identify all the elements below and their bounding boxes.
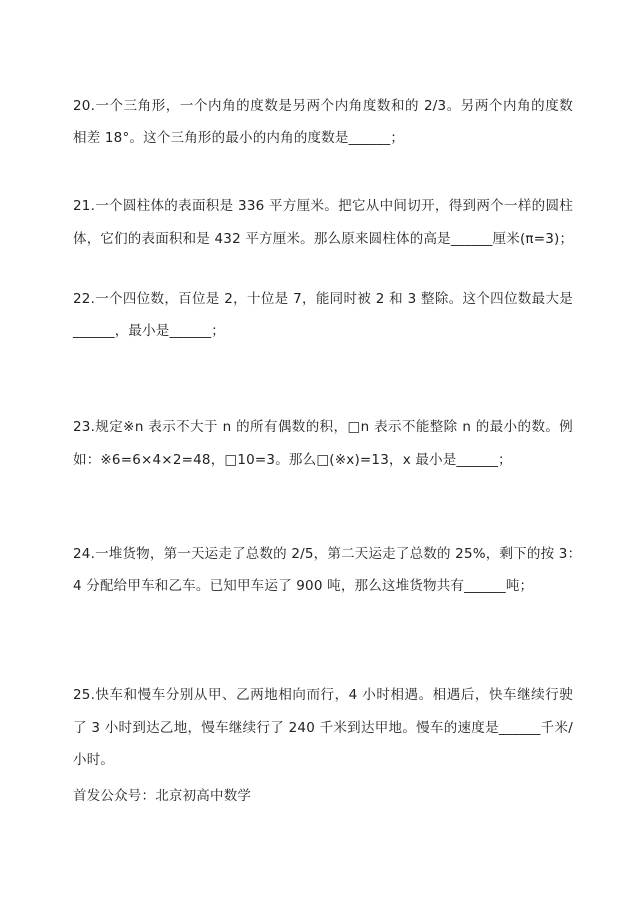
question-20-line-1: 20.一个三角形，一个内角的度数是另两个内角度数和的 2/3。另两个内角的度数 xyxy=(73,98,573,114)
question-25-line-2: 了 3 小时到达乙地，慢车继续行了 240 千米到达甲地。慢车的速度是______千米/ xyxy=(73,720,573,736)
question-21-line-1: 21.一个圆柱体的表面积是 336 平方厘米。把它从中间切开，得到两个一样的圆柱 xyxy=(73,198,573,214)
question-22-line-2: ______，最小是______； xyxy=(73,323,225,339)
question-23-line-1: 23.规定※n 表示不大于 n 的所有偶数的积，□n 表示不能整除 n 的最小的数。例 xyxy=(73,419,573,435)
footer-source: 首发公众号：北京初高中数学 xyxy=(73,788,252,804)
question-23-line-2: 如：※6=6×4×2=48，□10=3。那么□(※x)=13，x 最小是______； xyxy=(73,452,512,468)
question-22-line-1: 22.一个四位数，百位是 2，十位是 7，能同时被 2 和 3 整除。这个四位数最大是 xyxy=(73,291,573,307)
question-21-line-2: 体，它们的表面积和是 432 平方厘米。那么原来圆柱体的高是______厘米(π=3)； xyxy=(73,231,574,247)
question-24-line-2: 4 分配给甲车和乙车。已知甲车运了 900 吨，那么这堆货物共有______吨； xyxy=(73,578,534,594)
question-25-line-3: 小时。 xyxy=(73,752,115,768)
question-25-line-1: 25.快车和慢车分别从甲、乙两地相向而行，4 小时相遇。相遇后，快车继续行驶 xyxy=(73,687,573,703)
question-24-line-1: 24.一堆货物，第一天运走了总数的 2/5，第二天运走了总数的 25%，剩下的按 3： xyxy=(73,546,582,562)
question-20-line-2: 相差 18°。这个三角形的最小的内角的度数是______； xyxy=(73,130,405,146)
